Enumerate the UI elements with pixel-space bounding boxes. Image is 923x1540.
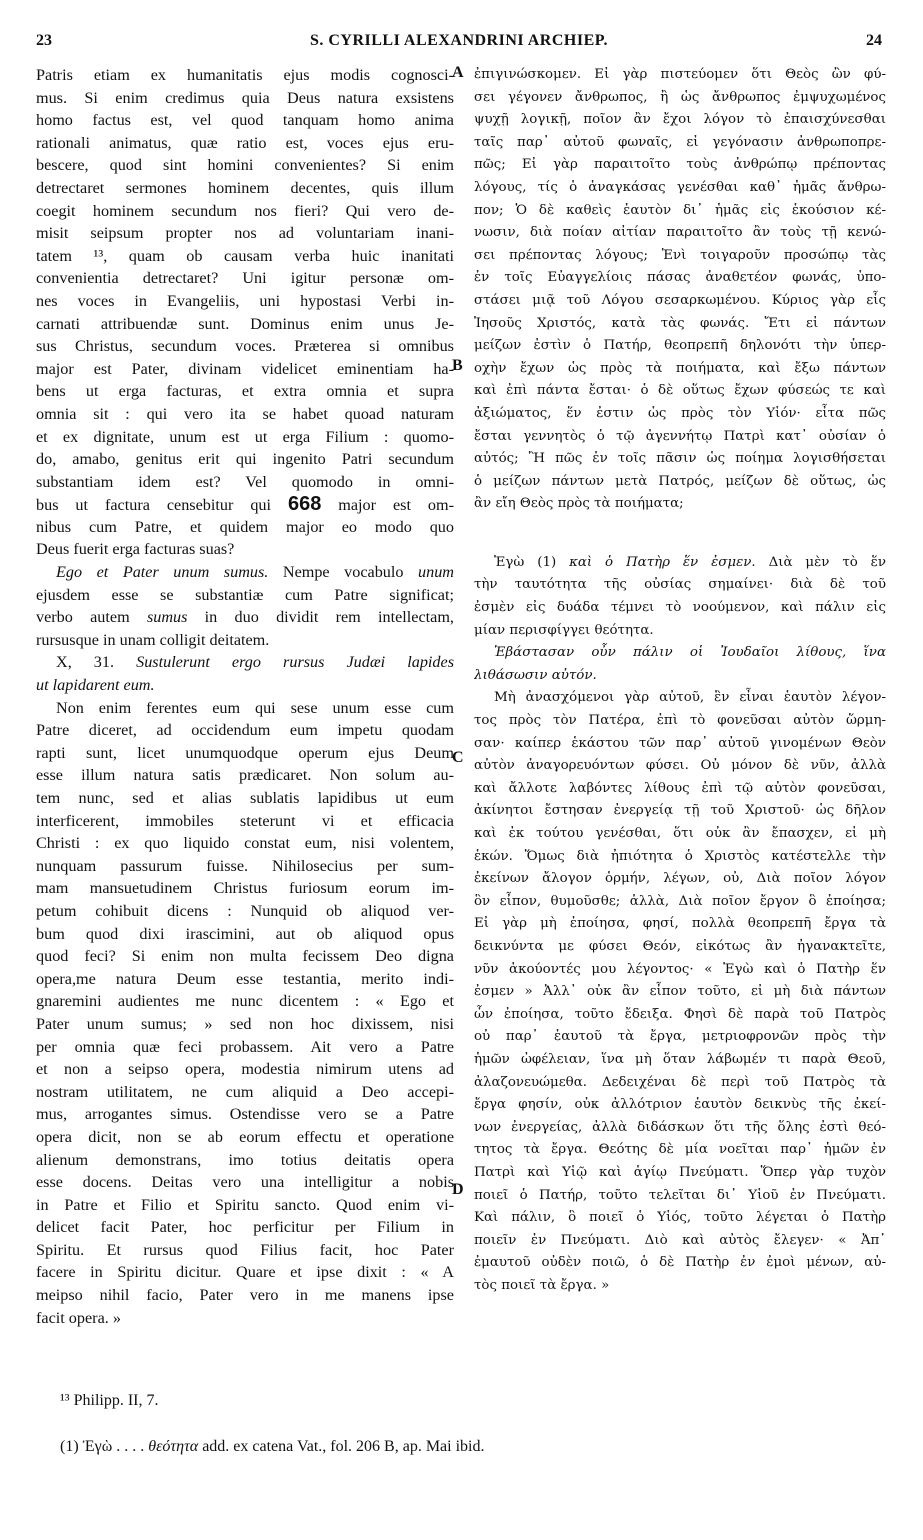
latin-line: per omnia quæ feci probassem. Ait vero a Patre [36, 1037, 454, 1056]
latin-line: et non a seipso opera, modestia nimirum utens ad [36, 1060, 454, 1079]
greek-line: Καὶ πάλιν, ὃ ποιεῖ ὁ Υἱός, τοῦτο λέγεται ὁ Πατὴρ [474, 1210, 886, 1226]
latin-line: opera,me natura Deum esse testantia, merito indi- [36, 969, 454, 988]
latin-line: Non enim ferentes eum qui sese unum esse cum [56, 698, 454, 717]
greek-line: ἑκών. Ὅμως διὰ ἠπιότητα ὁ Χριστὸς κατέστελλε τὴν [474, 848, 886, 864]
greek-line: καὶ ἐκ τούτου γενέσθαι, ὅτι οὐκ ἂν ἔπασχεν, εἰ μὴ [474, 826, 886, 841]
latin-line: facit opera. » [36, 1308, 121, 1327]
latin-line: facere in Spiritu dicitur. Quare et ipse dixit : « A [36, 1263, 454, 1282]
greek-line: σει πρέποντας λόγους; Ἑνὶ τοιγαροῦν προσώπῳ τὰς [474, 247, 886, 263]
greek-line: πῶς; Εἰ γὰρ παραιτοῖτο τοὺς ἀνθρώπῳ πρέποντας [474, 157, 886, 173]
latin-line: substantiam idem est? Vel quomodo in omni- [36, 472, 454, 491]
latin-line: omnia sit : qui vero ita se habet quoad naturam [36, 404, 454, 423]
greek-line: οχὴν ἔχων ὡς πρὸς τὰ ποιήματα, καὶ ἔξω πάντων [474, 360, 886, 376]
latin-line: convenientia detrectaret? Uni igitur personæ om- [36, 269, 454, 288]
greek-line: ποιεῖν ἐν Πνεύματι. Διὸ καὶ αὐτὸς ἔλεγεν· « Ἀπ᾽ [474, 1232, 886, 1248]
greek-line: ὁ μείζων πάντων μετὰ Πατρός, μείζων δὲ οὕτως, ὡς [474, 473, 886, 489]
greek-line: ἡμῶν ὠφέλειαν, ἵνα μὴ ὅταν λάβωμέν τι παρὰ Θεοῦ, [474, 1051, 886, 1067]
latin-line: Deus fuerit erga facturas suas? [36, 540, 235, 559]
greek-line: μείζων ἐστὶν ὁ Πατήρ, θεοπρεπῆ δηλονότι τὴν ὑπερ- [474, 338, 886, 354]
running-head [36, 32, 882, 54]
latin-line: mus. Si enim credimus quia Deus natura exsistens [36, 88, 454, 107]
latin-block-a [36, 64, 454, 493]
footnote-latin: ¹³ Philipp. II, 7. [60, 1392, 159, 1409]
greek-line: ταῖς παρ᾽ αὐτοῦ φωναῖς, εἰ γεγόνασιν ἀνθρωποπρε- [474, 134, 886, 150]
page-number-right: 24 [866, 32, 882, 49]
latin-line: petum cohibuit dicens : Nunquid ob aliquod ver- [36, 901, 454, 920]
latin-line: nostram utilitatem, ne cum aliquid a Deo accepi- [36, 1082, 454, 1101]
latin-line: Spiritu. Et rursus quod Filius facit, hoc Pater [36, 1240, 454, 1259]
greek-line: τος πρὸς τὸν Πατέρα, ἐπὶ τὸ φονεῦσαι αὐτὸν ὥρμη- [474, 713, 886, 729]
latin-line: tatem ¹³, quam ob causam verba huic inanitati [36, 246, 454, 265]
latin-line: esse illum natura satis prædicaret. Non solum au- [36, 766, 454, 785]
greek-line: οὐ παρ᾽ ἑαυτοῦ τὰ ἔργα, μετριοφρονῶν πρὸς τὴν [474, 1029, 886, 1045]
latin-line: sus Christus, secundum voces. Præterea si omnibus [36, 337, 454, 356]
latin-line: bescere, quod sint homini convenientes? Si enim [36, 156, 454, 175]
greek-line: ἀξιώματος, ἕν ἐστιν ὡς πρὸς τὸν Υἱόν· εἶτα πῶς [474, 405, 886, 421]
greek-line: νῦν ἀκούοντές μου λέγοντος· « Ἐγὼ καὶ ὁ Πατὴρ ἕν [474, 961, 886, 977]
greek-line: ἀλαζονευώμεθα. Δεδειχέναι δὲ περὶ τοῦ Πατρὸς τὰ [474, 1074, 886, 1090]
greek-line: νων ἐνεργείας, ἀλλὰ διδάσκων ὅτι τῆς ὅλης ἐστὶ θεό- [474, 1119, 886, 1135]
greek-line: στάσει μιᾷ τοῦ Λόγου σεσαρκωμένου. Κύριος γὰρ εἷς [474, 292, 886, 308]
latin-line: nes voces in Evangeliis, uni hypostasi Verbi in- [36, 291, 454, 310]
greek-block-c [474, 687, 886, 1297]
latin-line: coegit hominem secundum nos fieri? Qui vero de- [36, 201, 454, 220]
greek-block-b [474, 574, 886, 642]
latin-line: do, amabo, genitus erit qui ingenito Patri secundum [36, 450, 454, 469]
latin-line: delicet facit Pater, hoc perficitur per Filium in [36, 1218, 454, 1237]
greek-line: αὐτός; Ἢ πῶς ἐν τοῖς πᾶσιν ὡς ποίημα λογισθήσεται [474, 451, 886, 467]
latin-line: et ex dignitate, unum est ut erga Filium : quomo- [36, 427, 454, 446]
greek-line: τητος τὰ ἔργα. Θεότης δὲ μία νοεῖται παρ᾽ ἡμῶν ἐν [474, 1142, 886, 1158]
latin-line: rationali animatus, quæ ratio est, voces ejus eru- [36, 133, 454, 152]
latin-line: interficerent, immobiles steterunt vi et efficacia [36, 811, 454, 830]
greek-line: ὃν εἶπον, θυμοῦσθε; ἀλλὰ, Διὰ ποῖον ἔργον ὃ ἐποίησα; [474, 893, 886, 909]
greek-lemma-line: Ἐγὼ (1) καὶ ὁ Πατὴρ ἕν ἐσμεν. Διὰ μὲν τὸ ἕν [494, 554, 886, 570]
latin-line: gnaremini audientes me nunc dicentem : « Ego et [36, 992, 454, 1011]
greek-line: Πατρὶ καὶ Υἱῷ καὶ ἁγίῳ Πνεύματι. Ὅπερ γὰρ τυχὸν [474, 1164, 886, 1180]
latin-line: bus ut factura censebitur qui 668 major est om- [36, 493, 454, 516]
greek-line: τὴν ταυτότητα τῆς οὐσίας σημαίνει· διὰ δὲ τοῦ [474, 577, 886, 593]
latin-line: alienum demonstrans, imo totius deitatis opera [36, 1150, 454, 1169]
latin-line: esse docens. Deitas vero una intelligitur a nobis [36, 1173, 454, 1192]
latin-line: detrectaret sermones hominem decentes, quis illum [36, 178, 454, 197]
latin-line: verbo autem sumus in duo dividit rem intellectam, [36, 608, 454, 627]
page-number-left: 23 [36, 32, 52, 49]
latin-line: rapti sunt, licet unumquodque operum ejus Deum [36, 743, 454, 762]
greek-line: ἐπιγινώσκομεν. Εἰ γὰρ πιστεύομεν ὅτι Θεὸς ὢν φύ- [474, 67, 886, 82]
latin-line: major est Pater, divinam videlicet eminentiam ha- [36, 359, 454, 378]
latin-line: nibus cum Patre, et quidem major eo modo quo [36, 517, 454, 536]
latin-lemma-line: X, 31. Sustulerunt ergo rursus Judæi lapides [56, 653, 454, 672]
footnote-bottom: (1) Ἐγὼ . . . . θεότητα add. ex catena Vat., fol. 206 B, ap. Mai ibid. [60, 1438, 485, 1455]
latin-line: nunquam passurum fuisse. Nihilosecius per sum- [36, 856, 454, 875]
latin-line: bum quod dixi irascimini, aut ob aliquod opus [36, 924, 454, 943]
greek-line: ἔσται γεννητὸς ὁ τῷ ἀγεννήτῳ Πατρὶ κατ᾽ οὐσίαν ὁ [474, 428, 886, 444]
latin-line: Christi : ex quo liquido constat eum, nisi volentem, [36, 834, 454, 853]
greek-lemma-line: Ἐβάστασαν οὖν πάλιν οἱ Ἰουδαῖοι λίθους, ἵνα [494, 645, 886, 661]
latin-line: mam mansuetudinem Christus furiosum eorum im- [36, 879, 454, 898]
greek-line: ἔργα φησίν, οὐκ ἀλλότριον ἑαυτὸν δεικνὺς τῆς ἐκεί- [474, 1097, 886, 1113]
greek-line: λόγους, τίς ὁ ἀναγκάσας γενέσθαι καθ᾽ ἡμᾶς ἄνθρω- [474, 179, 886, 195]
latin-line: meipso nihil facio, Pater vero in me manens ipse [36, 1286, 454, 1305]
latin-column [36, 64, 454, 1329]
greek-line: σαν· καίπερ ἑκάστου τῶν παρ᾽ αὐτοῦ γινομένων Θεὸν [474, 735, 886, 751]
margin-letter-a: A [452, 64, 464, 81]
greek-line: καὶ ἄλλοτε λαβόντες λίθους ἐπὶ τῷ αὐτὸν φονεῦσαι, [474, 780, 886, 796]
latin-line: tem nunc, sed et alias sublatis lapidibus ut eum [36, 789, 454, 807]
greek-line: ἐσμὲν εἰς δυάδα τέμνει τὸ νοούμενον, καὶ πάλιν εἰς [474, 600, 886, 616]
greek-line: αὐτὸν ἀναγορευόντων φύσει. Οὐ μόνον δὲ νῦν, ἀλλὰ [474, 758, 886, 774]
running-title: S. CYRILLI ALEXANDRINI ARCHIEP. [309, 32, 609, 49]
latin-line: in Patre et Filio et Spiritu sancto. Quod enim vi- [36, 1195, 454, 1214]
greek-line: δεικνύντα με φύσει Θεόν, εἰκότως ἂν ἠγανακτεῖτε, [474, 938, 886, 954]
column-number: 668 [287, 493, 322, 516]
latin-line: Patris etiam ex humanitatis ejus modis cognosci- [36, 66, 454, 84]
latin-line: homo factus est, vel quod tanquam homo anima [36, 111, 454, 130]
greek-line: τὸς ποιεῖ τὰ ἔργα. » [474, 1277, 610, 1293]
latin-block-e [36, 697, 454, 1330]
latin-lemma-line: ut lapidarent eum. [36, 676, 155, 695]
margin-letter-d: D [452, 1181, 464, 1198]
greek-line: νωσιν, διὰ ποίαν αἰτίαν παραιτοῖτο ἂν τοὺς τῇ κενώ- [474, 225, 886, 241]
latin-lemma-line: Ego et Pater unum sumus. Nempe vocabulo unum [56, 563, 454, 582]
margin-letter-b: B [452, 357, 463, 374]
latin-line: bens ut erga facturas, et extra omnia et supra [36, 382, 454, 401]
latin-block-d [36, 629, 454, 652]
greek-line: ἐμαυτοῦ οὐδὲν ποιῶ, ὁ δὲ Πατὴρ ἐν ἐμοὶ μένων, αὐ- [474, 1255, 886, 1271]
latin-line: Pater unum sumus; » sed non hoc dixissem, nisi [36, 1014, 454, 1033]
greek-line: μίαν περισφίγγει θεότητα. [474, 622, 654, 638]
greek-line: ψυχῇ λογικῇ, ποῖον ἂν ἔχοι λόγον τὸ ἐπαισχύνεσθαι [474, 112, 886, 128]
greek-lemma-line: λιθάσωσιν αὐτόν. [474, 667, 597, 683]
greek-line: Μὴ ἀνασχόμενοι γὰρ αὐτοῦ, ἓν εἶναι ἑαυτὸν λέγον- [494, 690, 886, 706]
greek-line: ἐκείνων ἄλογον ὁρμήν, λέγων, οὐ, Διὰ ποῖον λόγον [474, 871, 886, 887]
greek-line: ὧν ἐποίησα, τοῦτο ἔδειξα. Φησὶ δὲ παρὰ τοῦ Πατρὸς [474, 1006, 886, 1022]
latin-block-c [36, 584, 454, 607]
greek-line: Ἰησοῦς Χριστός, κατὰ τὰς φωνάς. Ἔτι εἰ πάντων [474, 315, 886, 331]
greek-line: πον; Ὁ δὲ καθεὶς ἑαυτὸν δι᾽ ἡμᾶς εἰς ἑκούσιον κέ- [474, 202, 886, 218]
greek-column [474, 64, 886, 1297]
latin-line: Patre diceret, ad occidendum eum impetu quodam [36, 721, 454, 740]
greek-line: ἐν τοῖς Εὐαγγελίοις πάσας ἀναθετέον φωνάς, ὑπο- [474, 270, 886, 286]
greek-line: ἂν εἴη Θεὸς πρὸς τὰ ποιήματα; [474, 496, 684, 512]
latin-line: opera dicit, non se ab eorum effectu et operatione [36, 1127, 454, 1146]
greek-line: καὶ ἐπὶ πάντα ἔσται· ὁ δὲ οὕτως ἔχων φύσεώς τε καὶ [474, 383, 886, 399]
latin-block-b [36, 516, 454, 561]
latin-line: ejusdem esse se substantiæ cum Patre significat; [36, 585, 454, 604]
greek-line: σει γέγονεν ἄνθρωπος, ἢ ὡς ἄνθρωπος ἐμψυχωμένος [474, 89, 886, 105]
latin-line: rursusque in unam colligit deitatem. [36, 630, 270, 649]
greek-line: ποιεῖ ὁ Πατήρ, τοῦτο τελεῖται δι᾽ Υἱοῦ ἐν Πνεύματι. [474, 1187, 886, 1203]
greek-line: ἐσμεν » Ἀλλ᾽ οὐκ ἂν εἶπον τοῦτο, εἰ μὴ διὰ πάντων [474, 984, 886, 1000]
latin-line: mus, arrogantes simus. Ostendisse vero se a Patre [36, 1105, 454, 1124]
greek-line: Εἰ γὰρ μὴ ἐποίησα, φησί, πολλὰ θεοπρεπῆ ἔργα τὰ [474, 916, 886, 932]
greek-line: ἀκίνητοι ἔστησαν ἐνεργείᾳ τῇ τοῦ Χριστοῦ· ὡς δῆλον [474, 803, 886, 819]
latin-line: quod feci? Si enim non multa fecissem Deo digna [36, 947, 454, 966]
latin-line: misit seipsum propter nos ad voluntariam inani- [36, 224, 454, 243]
greek-block-a [474, 64, 886, 516]
margin-letter-c: C [452, 749, 464, 766]
latin-line: carnati attribuendæ sunt. Dominus enim unus Je- [36, 314, 454, 333]
